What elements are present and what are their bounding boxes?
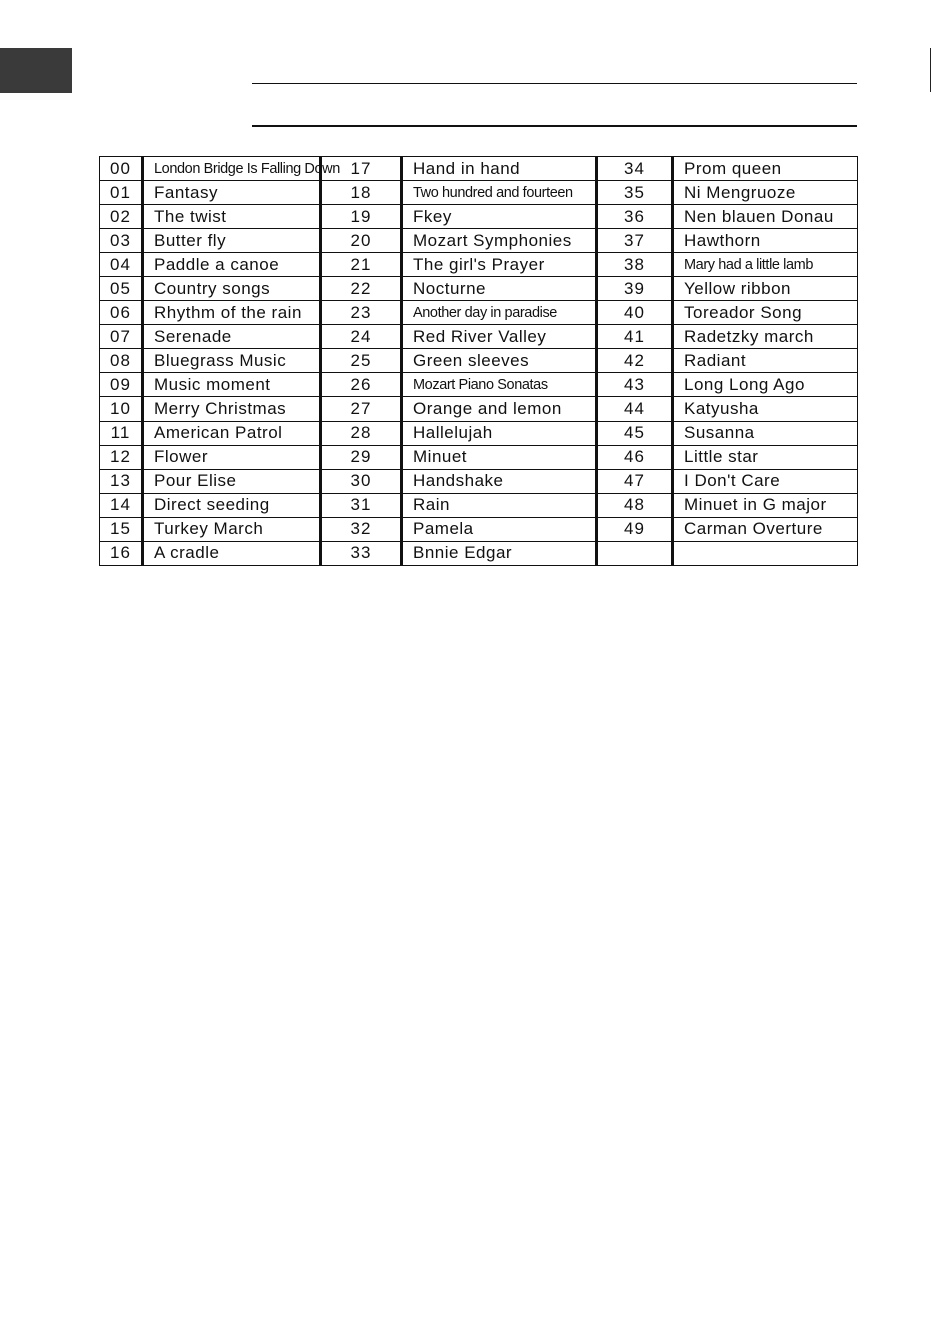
song-title: I Don't Care bbox=[673, 469, 858, 493]
song-number: 24 bbox=[321, 325, 402, 349]
song-title: The girl's Prayer bbox=[402, 253, 597, 277]
song-number: 01 bbox=[100, 181, 143, 205]
song-number: 18 bbox=[321, 181, 402, 205]
table-row bbox=[100, 445, 858, 469]
song-title: Ni Mengruoze bbox=[673, 181, 858, 205]
song-title: Bnnie Edgar bbox=[402, 541, 597, 565]
song-title: Direct seeding bbox=[143, 493, 321, 517]
table-row bbox=[100, 397, 858, 421]
header-rule-bottom bbox=[252, 125, 857, 127]
song-number: 27 bbox=[321, 397, 402, 421]
table-row bbox=[100, 469, 858, 493]
song-number: 00 bbox=[100, 157, 143, 181]
song-title: Radiant bbox=[673, 349, 858, 373]
song-title: Prom queen bbox=[673, 157, 858, 181]
song-title: Susanna bbox=[673, 421, 858, 445]
song-number: 15 bbox=[100, 517, 143, 541]
song-title: Bluegrass Music bbox=[143, 349, 321, 373]
table-row bbox=[100, 373, 858, 397]
song-number: 40 bbox=[597, 301, 673, 325]
song-title: Music moment bbox=[143, 373, 321, 397]
song-number: 45 bbox=[597, 421, 673, 445]
song-number: 30 bbox=[321, 469, 402, 493]
table-row bbox=[100, 229, 858, 253]
song-title: Fantasy bbox=[143, 181, 321, 205]
song-title: Orange and lemon bbox=[402, 397, 597, 421]
song-number: 29 bbox=[321, 445, 402, 469]
table-row bbox=[100, 253, 858, 277]
song-title: Rain bbox=[402, 493, 597, 517]
song-title: Hawthorn bbox=[673, 229, 858, 253]
song-title: Two hundred and fourteen bbox=[402, 181, 597, 205]
song-number: 26 bbox=[321, 373, 402, 397]
table-row bbox=[100, 157, 858, 181]
song-number: 33 bbox=[321, 541, 402, 565]
song-title: Hallelujah bbox=[402, 421, 597, 445]
song-number: 12 bbox=[100, 445, 143, 469]
song-title: Merry Christmas bbox=[143, 397, 321, 421]
song-title: Handshake bbox=[402, 469, 597, 493]
song-number: 41 bbox=[597, 325, 673, 349]
song-title: Nen blauen Donau bbox=[673, 205, 858, 229]
song-title: Yellow ribbon bbox=[673, 277, 858, 301]
song-number: 25 bbox=[321, 349, 402, 373]
song-title: Green sleeves bbox=[402, 349, 597, 373]
song-title: Paddle a canoe bbox=[143, 253, 321, 277]
song-title: Rhythm of the rain bbox=[143, 301, 321, 325]
song-title: Hand in hand bbox=[402, 157, 597, 181]
song-title: Long Long Ago bbox=[673, 373, 858, 397]
song-title: Mozart Symphonies bbox=[402, 229, 597, 253]
song-number: 16 bbox=[100, 541, 143, 565]
empty-cell bbox=[673, 541, 858, 565]
song-title: London Bridge Is Falling Down bbox=[143, 157, 321, 181]
song-number: 11 bbox=[100, 421, 143, 445]
song-number: 09 bbox=[100, 373, 143, 397]
song-number: 02 bbox=[100, 205, 143, 229]
song-number: 37 bbox=[597, 229, 673, 253]
song-number: 43 bbox=[597, 373, 673, 397]
song-title: American Patrol bbox=[143, 421, 321, 445]
song-title: Pour Elise bbox=[143, 469, 321, 493]
song-title: Minuet in G major bbox=[673, 493, 858, 517]
song-number: 35 bbox=[597, 181, 673, 205]
song-title: The twist bbox=[143, 205, 321, 229]
song-title: Minuet bbox=[402, 445, 597, 469]
song-number: 36 bbox=[597, 205, 673, 229]
song-title: Little star bbox=[673, 445, 858, 469]
song-number: 17 bbox=[321, 157, 402, 181]
song-number: 22 bbox=[321, 277, 402, 301]
song-number: 06 bbox=[100, 301, 143, 325]
song-number: 07 bbox=[100, 325, 143, 349]
table-row bbox=[100, 181, 858, 205]
table-row bbox=[100, 517, 858, 541]
song-number: 19 bbox=[321, 205, 402, 229]
song-title: Nocturne bbox=[402, 277, 597, 301]
table-row bbox=[100, 325, 858, 349]
song-number: 44 bbox=[597, 397, 673, 421]
song-title: Carman Overture bbox=[673, 517, 858, 541]
song-title: Country songs bbox=[143, 277, 321, 301]
song-number: 38 bbox=[597, 253, 673, 277]
song-title: Mary had a little lamb bbox=[673, 253, 858, 277]
song-number: 42 bbox=[597, 349, 673, 373]
song-number: 05 bbox=[100, 277, 143, 301]
song-title: Pamela bbox=[402, 517, 597, 541]
song-number: 32 bbox=[321, 517, 402, 541]
table-row bbox=[100, 301, 858, 325]
song-title: A cradle bbox=[143, 541, 321, 565]
song-number: 08 bbox=[100, 349, 143, 373]
song-title: Radetzky march bbox=[673, 325, 858, 349]
table-row bbox=[100, 493, 858, 517]
song-number: 03 bbox=[100, 229, 143, 253]
song-number: 13 bbox=[100, 469, 143, 493]
song-number: 47 bbox=[597, 469, 673, 493]
header-rule-top bbox=[252, 83, 857, 84]
song-title: Fkey bbox=[402, 205, 597, 229]
song-number: 34 bbox=[597, 157, 673, 181]
song-title: Toreador Song bbox=[673, 301, 858, 325]
song-title: Another day in paradise bbox=[402, 301, 597, 325]
song-title: Red River Valley bbox=[402, 325, 597, 349]
table-row bbox=[100, 421, 858, 445]
table-row bbox=[100, 205, 858, 229]
page-edge-mark bbox=[930, 48, 931, 92]
song-title: Mozart Piano Sonatas bbox=[402, 373, 597, 397]
song-number: 23 bbox=[321, 301, 402, 325]
demo-song-table bbox=[99, 156, 858, 566]
song-number: 49 bbox=[597, 517, 673, 541]
song-number: 28 bbox=[321, 421, 402, 445]
song-title: Turkey March bbox=[143, 517, 321, 541]
song-number: 48 bbox=[597, 493, 673, 517]
song-number: 04 bbox=[100, 253, 143, 277]
table-row bbox=[100, 541, 858, 565]
song-number: 20 bbox=[321, 229, 402, 253]
song-title: Serenade bbox=[143, 325, 321, 349]
section-tab-marker bbox=[0, 48, 72, 93]
song-number: 31 bbox=[321, 493, 402, 517]
table-row bbox=[100, 277, 858, 301]
song-number: 14 bbox=[100, 493, 143, 517]
song-number: 10 bbox=[100, 397, 143, 421]
song-title: Butter fly bbox=[143, 229, 321, 253]
song-number: 21 bbox=[321, 253, 402, 277]
song-title: Flower bbox=[143, 445, 321, 469]
song-number: 46 bbox=[597, 445, 673, 469]
table-row bbox=[100, 349, 858, 373]
song-number: 39 bbox=[597, 277, 673, 301]
song-title: Katyusha bbox=[673, 397, 858, 421]
empty-cell bbox=[597, 541, 673, 565]
